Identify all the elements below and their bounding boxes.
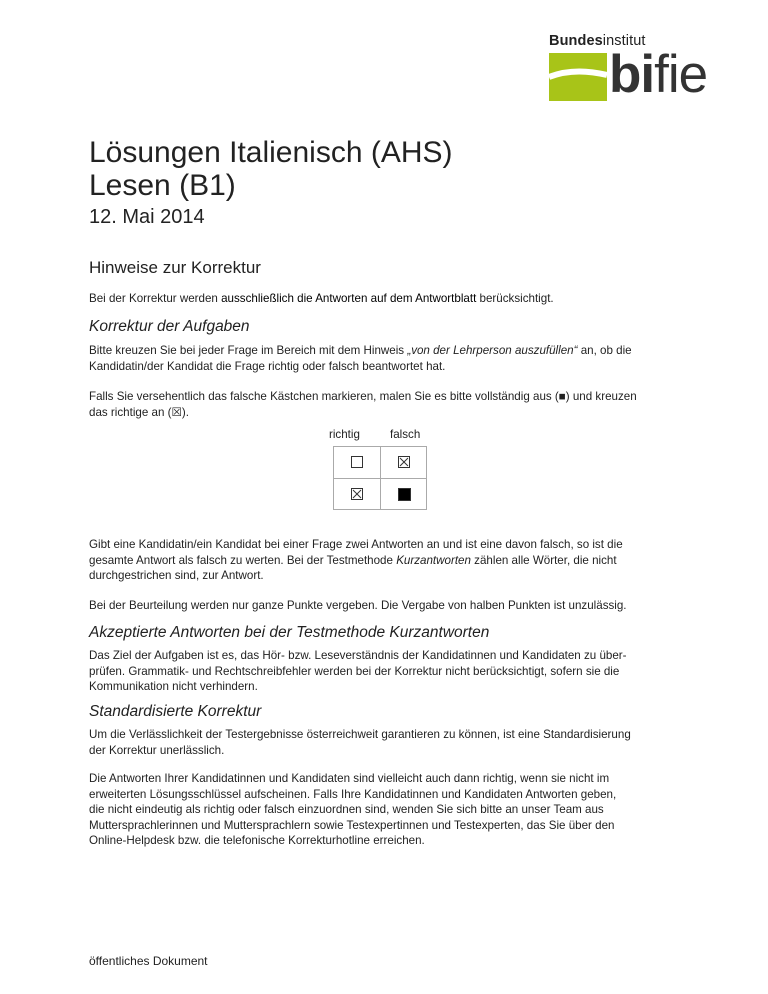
logo-caption: Bundesinstitut bbox=[549, 33, 646, 49]
heading-korrektur: Korrektur der Aufgaben bbox=[89, 318, 250, 335]
standard-paragraph-1: Um die Verlässlichkeit der Testergebnisse österreichweit garantieren zu können, ist eine Standardisierung der Korrektur unerlässlich. bbox=[89, 728, 631, 757]
bifie-logo bbox=[549, 33, 729, 103]
empty-checkbox-icon bbox=[351, 456, 363, 468]
akzeptierte-paragraph: Das Ziel der Aufgaben ist es, das Hör- bzw. Leseverständnis der Kandidatinnen und Kandidaten zu über- prüfen. Grammatik- und Rechtschreibfehler werden bei der Korrektur nicht berücksichtigt, sofern sie die Kommunikation nicht verhindern. bbox=[89, 649, 627, 693]
column-falsch: falsch bbox=[390, 428, 421, 441]
footer-label: öffentliches Dokument bbox=[89, 954, 208, 968]
logo-green-block bbox=[549, 53, 607, 101]
heading-standardisierte: Standardisierte Korrektur bbox=[89, 703, 262, 720]
heading-akzeptierte: Akzeptierte Antworten bei der Testmethode Kurzantworten bbox=[89, 624, 490, 641]
section-title: Hinweise zur Korrektur bbox=[89, 258, 261, 277]
page-title: Lösungen Italienisch (AHS) Lesen (B1) bbox=[89, 136, 453, 202]
column-richtig: richtig bbox=[329, 428, 360, 441]
logo-wordmark: bifie bbox=[609, 45, 708, 104]
korrektur-paragraph-4: Bei der Beurteilung werden nur ganze Punkte vergeben. Die Vergabe von halben Punkten ist unzulässig. bbox=[89, 599, 627, 612]
korrektur-paragraph-1: Bitte kreuzen Sie bei jeder Frage im Bereich mit dem Hinweis „von der Lehrperson auszufüllen“ an, ob die Kandidatin/der Kandidat die Frage richtig oder falsch beantwortet hat. bbox=[89, 344, 632, 373]
standard-paragraph-2: Die Antworten Ihrer Kandidatinnen und Kandidaten sind vielleicht auch dann richtig, wenn sie nicht im erweiterten Lösungsschlüssel aufscheinen. Falls Ihre Kandidatinnen und Kandidaten Antworten geben, die nicht eindeutig als richtig oder falsch einzuordnen sind, wenden Sie sich bitte an unser Team aus Muttersprachlerinnen und Muttersprachlern sowie Testexpertinnen und Testexperten, das Sie über den Online-Helpdesk bzw. die telefonische Korrekturhotline erreichen. bbox=[89, 772, 617, 847]
filled-checkbox-icon bbox=[398, 488, 411, 501]
korrektur-paragraph-3: Gibt eine Kandidatin/ein Kandidat bei einer Frage zwei Antworten an und ist eine davon falsch, so ist die gesamte Antwort als falsch zu werten. Bei der Testmethode Kurzantworten zählen alle Wörter, die nicht durchgestrichen sind, zur Antwort. bbox=[89, 538, 623, 582]
korrektur-paragraph-2: Falls Sie versehentlich das falsche Kästchen markieren, malen Sie es bitte vollständig aus (■) und kreuzen das richtige an (☒). bbox=[89, 390, 637, 419]
logo-swoosh-icon bbox=[549, 53, 607, 101]
crossed-checkbox-icon bbox=[398, 456, 410, 468]
checkbox-grid bbox=[333, 446, 427, 510]
intro-paragraph: Bei der Korrektur werden ausschließlich die Antworten auf dem Antwortblatt berücksichtigt. bbox=[89, 292, 554, 305]
crossed-checkbox-icon bbox=[351, 488, 363, 500]
exam-date: 12. Mai 2014 bbox=[89, 206, 205, 228]
